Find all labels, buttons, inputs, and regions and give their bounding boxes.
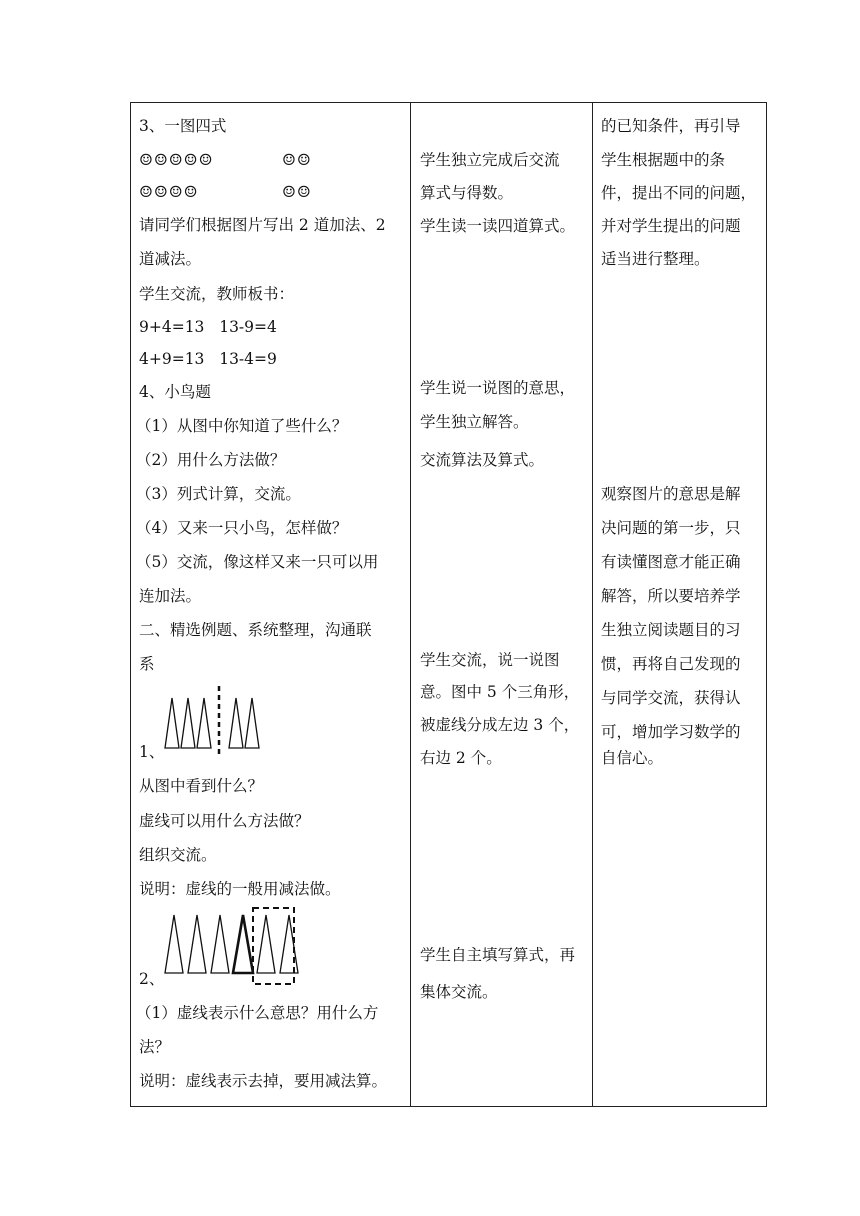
intent-b-line8: 可，增加学习数学的 [601, 723, 741, 741]
intent-a-line3: 件，提出不同的问题， [601, 184, 757, 202]
activity-d-line1: 学生自主填写算式，再 [420, 946, 576, 964]
example-1-note: 说明：虚线的一般用减法做。 [139, 880, 341, 898]
section-3-title: 3、一图四式 [139, 117, 227, 135]
intent-b-line2: 决问题的第一步，只 [601, 519, 741, 537]
activity-a-line2: 算式与得数。 [420, 184, 514, 202]
activity-c-line2: 意。图中 5 个三角形， [420, 683, 580, 701]
intent-b-line5: 生独立阅读题目的习 [601, 621, 741, 639]
activity-c-line1: 学生交流，说一说图 [420, 651, 560, 669]
section-3-exchange: 学生交流，教师板书： [139, 285, 295, 303]
bird-question-3: （3）列式计算，交流。 [136, 485, 301, 503]
intent-b-line7: 与同学交流，获得认 [601, 689, 741, 707]
equation-row-1: 9+4=13 13-9=4 [139, 318, 277, 336]
intent-a-line4: 并对学生提出的问题 [601, 217, 741, 235]
activity-a-line1: 学生独立完成后交流 [420, 151, 560, 169]
bird-question-5-line2: 连加法。 [139, 587, 202, 605]
section-4-title: 4、小鸟题 [139, 383, 211, 401]
section-3-prompt-line1: 请同学们根据图片写出 2 道加法、2 [139, 216, 386, 234]
example-1-question-2: 虚线可以用什么方法做？ [139, 812, 310, 830]
bird-question-2: （2）用什么方法做？ [136, 451, 286, 469]
column-divider-1 [410, 103, 411, 1106]
part-2-heading-line1: 二、精选例题、系统整理，沟通联 [139, 621, 372, 639]
activity-c-line3: 被虚线分成左边 3 个， [420, 716, 580, 734]
intent-a-line5: 适当进行整理。 [601, 250, 710, 268]
smiley-row-2-right: ☺☺ [282, 183, 312, 201]
equation-row-2: 4+9=13 13-4=9 [139, 350, 277, 368]
intent-a-line2: 学生根据题中的条 [601, 151, 726, 169]
example-2-number: 2、 [139, 970, 165, 988]
intent-b-line9: 自信心。 [601, 749, 664, 767]
intent-b-line1: 观察图片的意思是解 [601, 485, 741, 503]
smiley-row-1-left: ☺☺☺☺☺ [139, 151, 214, 169]
intent-b-line4: 解答，所以要培养学 [601, 587, 741, 605]
activity-b-line1: 学生说一说图的意思， [420, 379, 576, 397]
activity-a-line3: 学生读一读四道算式。 [420, 217, 576, 235]
smiley-row-2-left: ☺☺☺☺ [139, 183, 199, 201]
activity-d-line2: 集体交流。 [420, 983, 498, 1001]
example-2-note: 说明：虚线表示去掉，要用减法算。 [139, 1072, 388, 1090]
activity-c-line4: 右边 2 个。 [420, 749, 502, 767]
section-3-prompt-line2: 道减法。 [139, 250, 202, 268]
example-2-triangles-figure [160, 905, 320, 985]
example-1-question-1: 从图中看到什么？ [139, 777, 264, 795]
intent-b-line6: 惯，再将自己发现的 [601, 655, 741, 673]
column-divider-2 [592, 103, 593, 1106]
bird-question-1: （1）从图中你知道了些什么？ [136, 417, 348, 435]
part-2-heading-line2: 系 [139, 655, 155, 673]
intent-a-line1: 的已知条件，再引导 [601, 117, 741, 135]
example-1-triangles-figure [160, 686, 270, 756]
example-1-number: 1、 [139, 743, 165, 761]
activity-b-line3: 交流算法及算式。 [420, 451, 545, 469]
bird-question-4: （4）又来一只小鸟，怎样做？ [136, 519, 348, 537]
smiley-row-1-right: ☺☺ [282, 151, 312, 169]
example-2-question-line2: 法？ [139, 1038, 171, 1056]
example-2-question-line1: （1）虚线表示什么意思？用什么方 [136, 1004, 379, 1022]
intent-b-line3: 有读懂图意才能正确 [601, 553, 741, 571]
example-1-question-3: 组织交流。 [139, 846, 217, 864]
bird-question-5-line1: （5）交流，像这样又来一只可以用 [136, 553, 379, 571]
activity-b-line2: 学生独立解答。 [420, 413, 529, 431]
